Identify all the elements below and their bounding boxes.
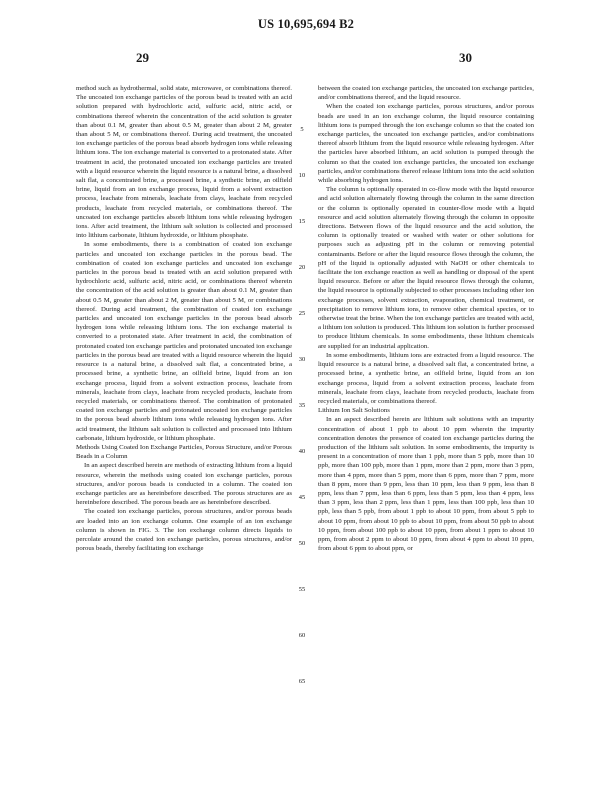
line-number: 60 [298,632,306,639]
paragraph: In an aspect described herein are lithium salt solutions with an impurity concentration of about 1 ppb to about 10 ppm wherein the impurity concentration denotes the presence of coated ion exchange particles during the production of the lithium salt solution. In some embodiments, the impurity is present in a concentration of more than 1 ppb, more than 5 ppb, more than 10 ppb, more than 100 ppb, more than 1 ppm, more than 2 ppm, more than 3 ppm, more than 4 ppm, more than 5 ppm, more than 6 ppm, more than 7 ppm, more than 8 ppm, more than 9 ppm, less than 10 ppm, less than 9 ppm, less than 8 ppm, less than 7 ppm, less than 6 ppm, less than 5 ppm, less than 4 ppm, less than 3 ppm, less than 2 ppm, less than 1 ppm, less than 100 ppb, less than 10 ppb, less than 5 ppb, from about 1 ppb to about 10 ppm, from about 5 ppb to about 10 ppm, from about 10 ppb to about 10 ppm, from about 50 ppb to about 10 ppm, from about 100 ppb to about 10 ppm, from about 1 ppm to about 10 ppm, from about 2 ppm to about 10 ppm, from about 4 ppm to about 10 ppm, from about 6 ppm to about ppm, or [318,416,534,553]
line-number: 45 [298,494,306,501]
patent-number: US 10,695,694 B2 [257,17,355,31]
right-column-number: 30 [459,50,472,65]
line-number: 55 [298,586,306,593]
line-number: 65 [298,678,306,685]
paragraph: between the coated ion exchange particles, the uncoated ion exchange particles, and/or combinations thereof, and the liquid resource. [318,85,534,102]
left-column-number: 29 [136,50,149,65]
line-number: 5 [300,126,304,133]
section-heading: Lithium Ion Salt Solutions [318,407,390,415]
line-number: 50 [298,540,306,547]
paragraph: method such as hydrothermal, solid state, microwave, or combinations thereof. The uncoated ion exchange particles of the porous bead is treated with an acid solution prepared with hydrochloric acid, sulfuric acid, nitric acid, or combinations thereof wherein the concentration of the acid solution is greater than about 0.1 M, greater than about 0.5 M, greater than about 2 M, greater than about 5 M, or combinations thereof. During acid treatment, the uncoated ion exchange particles of the porous bead absorb hydrogen ions while releasing lithium ions. The ion exchange material is converted to a protonated state. After treatment in acid, the protonated uncoated ion exchange particles are treated with a liquid resource wherein the liquid resource is a natural brine, a dissolved salt flat, a concentrated brine, a processed brine, a synthetic brine, an oilfield brine, liquid from an ion exchange process, liquid from a solvent extraction process, leachate from minerals, leachate from clays, leachate from recycled products, leachate from recycled materials, or combinations thereof. The uncoated ion exchange particles absorb lithium ions while releasing hydrogen ions. After acid treatment, the lithium salt solution is collected and processed into lithium carbonate, lithium hydroxide, or lithium phosphate. [76,85,292,240]
paragraph: In some embodiments, lithium ions are extracted from a liquid resource. The liquid resource is a natural brine, a dissolved salt flat, a concentrated brine, a processed brine, a synthetic brine, an oilfield brine, liquid from an ion exchange process, liquid from a solvent extraction process, leachate from minerals, leachate from clays, leachate from recycled products, leachate from recycled materials, or combinations thereof. [318,351,534,405]
paragraph: In an aspect described herein are methods of extracting lithium from a liquid resource, wherein the methods using coated ion exchange particles, porous structures, and/or porous beads is conducted in a column. The coated ion exchange particles are as hereinbefore described. The porous structures are as hereinbefore described. The porous beads are as hereinbefore described. [76,462,292,507]
right-text-column [318,84,534,553]
line-number: 35 [298,402,306,409]
section-heading: Methods Using Coated Ion Exchange Particles, Porous Structure, and/or Porous Beads in a Column [76,443,292,461]
line-number: 15 [298,218,306,225]
line-number: 40 [298,448,306,455]
line-number: 10 [298,172,306,179]
line-number: 25 [298,310,306,317]
paragraph: The column is optionally operated in co-flow mode with the liquid resource and acid solution alternately flowing through the column in the same direction or the column is optionally operated in counter-flow mode with a liquid resource and acid solution alternately flowing through the column in opposite directions. Between flows of the liquid resource and the acid solution, the column is optionally treated or washed with water or other solutions for purposes such as adjusting pH in the column or removing potential contaminants. Before or after the liquid resource flows through the column, the pH of the liquid is optionally adjusted with NaOH or other chemicals to facilitate the ion exchange reaction as well as handling or disposal of the spent liquid resource. Before or after the liquid resource flows through the column, the liquid resource is optionally subjected to other processes including other ion exchange processes, solvent extraction, evaporation, chemical treatment, or precipitation to remove lithium ions, to remove other chemical species, or to otherwise treat the brine. When the ion exchange particles are treated with acid, a lithium ion solution is produced. This lithium ion solution is further processed to produce lithium chemicals. In some embodiments, these lithium chemicals are supplied for an industrial application. [318,186,534,350]
left-text-column [76,84,292,553]
line-number: 30 [298,356,306,363]
line-number: 20 [298,264,306,271]
paragraph: The coated ion exchange particles, porous structures, and/or porous beads are loaded into an ion exchange column. One example of an ion exchange column is shown in FIG. 3. The ion exchange column directs liquids to percolate around the coated ion exchange particles, porous structures, and/or porous beads, thereby facilitating ion exchange [76,508,292,553]
paragraph: When the coated ion exchange particles, porous structures, and/or porous beads are used in an ion exchange column, the liquid resource containing lithium ions is pumped through the ion exchange column so that the coated ion exchange particles, the uncoated ion exchange particles, and/or combinations thereof absorb lithium from the liquid resource while releasing hydrogen. After the particles have absorbed lithium, an acid solution is pumped through the column so that the coated ion exchange particles, the uncoated ion exchange particles, and/or combinations thereof release lithium ions into the acid solution while absorbing hydrogen ions. [318,103,534,185]
paragraph: In some embodiments, there is a combination of coated ion exchange particles and uncoated ion exchange particles in the porous bead. The combination of coated ion exchange particles and uncoated ion exchange particles in the porous bead is treated with an acid solution prepared with hydrochloric acid, sulfuric acid, nitric acid, or combinations thereof wherein the concentration of the acid solution is greater than about 0.1 M, greater than about 0.5 M, greater than about 2 M, greater than about 5 M, or combinations thereof. During acid treatment, the combination of coated ion exchange particles and uncoated ion exchange particles in the porous bead absorb hydrogen ions while releasing lithium ions. The ion exchange material is converted to a protonated state. After treatment in acid, the combination of protonated coated ion exchange particles and protonated uncoated ion exchange particles in the porous bead are treated with a liquid resource wherein the liquid resource is a natural brine, a dissolved salt flat, a concentrated brine, a processed brine, a synthetic brine, an oilfield brine, liquid from an ion exchange process, liquid from a solvent extraction process, leachate from minerals, leachate from clays, leachate from recycled products, leachate from recycled materials, or combinations thereof. The combination of protonated coated ion exchange particles and protonated uncoated ion exchange particles in the porous bead absorb lithium ions while releasing hydrogen ions. After acid treatment, the lithium salt solution is collected and processed into lithium carbonate, lithium hydroxide, or lithium phosphate. [76,241,292,442]
